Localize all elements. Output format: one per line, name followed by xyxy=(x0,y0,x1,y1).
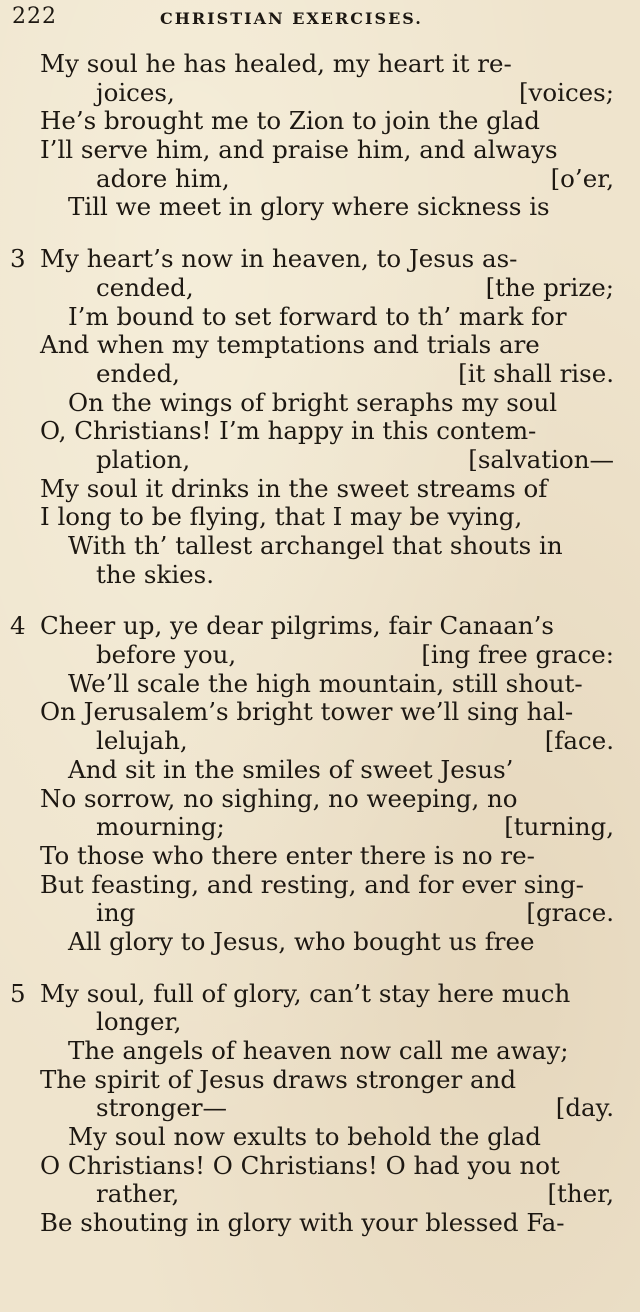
line-text: No sorrow, no sighing, no weeping, no xyxy=(40,783,518,813)
verse-line xyxy=(0,928,640,957)
verse-line xyxy=(0,727,640,756)
line-text: I long to be flying, that I may be vying, xyxy=(40,502,523,532)
line-text: And when my temptations and trials are xyxy=(40,330,540,360)
verse-line xyxy=(0,1008,640,1037)
verse-line xyxy=(0,303,640,332)
line-text: To those who there enter there is no re- xyxy=(40,840,535,870)
line-text: I’m bound to set forward to th’ mark for xyxy=(68,301,567,331)
verse-line xyxy=(0,331,640,360)
line-text: stronger— xyxy=(96,1093,228,1123)
verse xyxy=(0,50,640,222)
line-text: My soul he has healed, my heart it re- xyxy=(40,49,512,78)
verse-line xyxy=(0,1094,640,1123)
turnover-text: [salvation— xyxy=(468,444,614,474)
verse-line xyxy=(0,360,640,389)
hymn-text xyxy=(0,50,640,1238)
line-text: adore him, xyxy=(96,163,230,193)
line-text: And sit in the smiles of sweet Jesus’ xyxy=(68,754,514,784)
verse-line xyxy=(0,245,640,274)
line-text: My soul now exults to behold the glad xyxy=(68,1122,541,1152)
line-text: longer, xyxy=(96,1007,182,1037)
verse-line xyxy=(0,532,640,561)
verse-line xyxy=(0,670,640,699)
verse-number: 5 xyxy=(10,978,26,1008)
verse-line xyxy=(0,1037,640,1066)
verse xyxy=(0,980,640,1238)
line-text: O, Christians! I’m happy in this contem- xyxy=(40,416,537,446)
line-text: My heart’s now in heaven, to Jesus as- xyxy=(40,244,518,274)
line-text: All glory to Jesus, who bought us free xyxy=(68,926,535,956)
line-text: O Christians! O Christians! O had you not xyxy=(40,1150,560,1180)
verse-line xyxy=(0,561,640,590)
verse-line xyxy=(0,698,640,727)
verse-line xyxy=(0,899,640,928)
line-text: Be shouting in glory with your blessed Fa- xyxy=(40,1208,565,1238)
verse-line xyxy=(0,136,640,165)
line-text: I’ll serve him, and praise him, and always xyxy=(40,135,558,165)
verse-line xyxy=(0,980,640,1009)
line-text: plation, xyxy=(96,444,191,474)
line-text: mourning; xyxy=(96,812,225,842)
verse-line xyxy=(0,1152,640,1181)
line-text: rather, xyxy=(96,1179,180,1209)
verse-line xyxy=(0,612,640,641)
line-text: ended, xyxy=(96,358,180,388)
turnover-text: [the prize; xyxy=(485,272,614,302)
verse-line xyxy=(0,50,640,79)
verse-line xyxy=(0,785,640,814)
turnover-text: [ther, xyxy=(547,1179,614,1209)
verse-line xyxy=(0,1123,640,1152)
verse-line xyxy=(0,165,640,194)
verse-line xyxy=(0,1066,640,1095)
verse-line xyxy=(0,274,640,303)
turnover-text: [day. xyxy=(555,1093,614,1123)
verse-line xyxy=(0,446,640,475)
line-text: the skies. xyxy=(96,559,215,589)
verse-line xyxy=(0,842,640,871)
verse-line xyxy=(0,641,640,670)
page-header xyxy=(12,2,632,32)
verse-line xyxy=(0,1209,640,1238)
verse-line xyxy=(0,389,640,418)
line-text: On Jerusalem’s bright tower we’ll sing hal- xyxy=(40,697,574,727)
verse-number: 3 xyxy=(10,244,26,274)
verse-line xyxy=(0,417,640,446)
verse-line xyxy=(0,756,640,785)
turnover-text: [o’er, xyxy=(550,163,614,193)
verse-line xyxy=(0,1180,640,1209)
line-text: before you, xyxy=(96,640,237,670)
verse-line xyxy=(0,871,640,900)
verse-line xyxy=(0,107,640,136)
verse xyxy=(0,612,640,956)
turnover-text: [ing free grace: xyxy=(421,640,614,670)
line-text: With th’ tallest archangel that shouts in xyxy=(68,531,563,560)
line-text: He’s brought me to Zion to join the glad xyxy=(40,106,540,136)
verse-number: 4 xyxy=(10,611,26,641)
verse xyxy=(0,245,640,589)
line-text: joices, xyxy=(96,77,175,107)
line-text: lelujah, xyxy=(96,726,188,756)
line-text: My soul, full of glory, can’t stay here much xyxy=(40,978,571,1008)
line-text: We’ll scale the high mountain, still shout- xyxy=(68,668,583,698)
verse-line xyxy=(0,193,640,222)
verse-line xyxy=(0,475,640,504)
verse-line xyxy=(0,79,640,108)
turnover-text: [voices; xyxy=(518,77,614,107)
line-text: ing xyxy=(96,898,136,928)
turnover-text: [turning, xyxy=(504,812,614,842)
page-number: 222 xyxy=(12,4,57,29)
line-text: But feasting, and resting, and for ever sing- xyxy=(40,869,584,899)
verse-line xyxy=(0,813,640,842)
turnover-text: [it shall rise. xyxy=(458,358,614,388)
line-text: The spirit of Jesus draws stronger and xyxy=(40,1064,517,1094)
running-title: CHRISTIAN EXERCISES. xyxy=(160,9,423,28)
line-text: Till we meet in glory where sickness is xyxy=(68,192,550,222)
line-text: Cheer up, ye dear pilgrims, fair Canaan’s xyxy=(40,611,554,641)
line-text: On the wings of bright seraphs my soul xyxy=(68,387,558,417)
turnover-text: [grace. xyxy=(526,898,614,928)
line-text: cended, xyxy=(96,272,194,302)
verse-line xyxy=(0,503,640,532)
turnover-text: [face. xyxy=(544,726,614,756)
line-text: My soul it drinks in the sweet streams of xyxy=(40,473,548,503)
line-text: The angels of heaven now call me away; xyxy=(68,1036,569,1065)
